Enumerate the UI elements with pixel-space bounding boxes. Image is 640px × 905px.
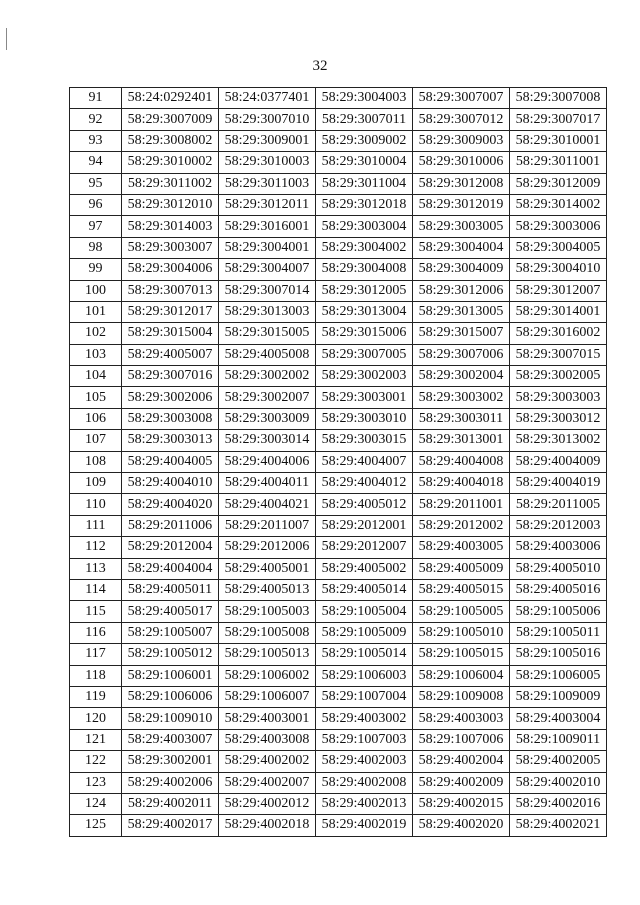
- cadastral-number-cell: 58:29:2012003: [510, 515, 607, 536]
- row-number: 102: [70, 323, 122, 344]
- cadastral-number-cell: 58:29:4004006: [219, 451, 316, 472]
- table-row: [70, 237, 607, 258]
- cadastral-number-cell: 58:29:4004019: [510, 473, 607, 494]
- cadastral-number-cell: 58:29:4002008: [316, 772, 413, 793]
- cadastral-number-cell: 58:29:1009008: [413, 686, 510, 707]
- row-number: 97: [70, 216, 122, 237]
- cadastral-number-cell: 58:29:3003010: [316, 408, 413, 429]
- row-number: 115: [70, 601, 122, 622]
- cadastral-number-cell: 58:29:3007009: [122, 109, 219, 130]
- table-row: [70, 344, 607, 365]
- cadastral-number-cell: 58:29:1005014: [316, 644, 413, 665]
- cadastral-number-cell: 58:29:3007008: [510, 88, 607, 109]
- cadastral-number-cell: 58:29:3004005: [510, 237, 607, 258]
- cadastral-number-cell: 58:29:3003005: [413, 216, 510, 237]
- cadastral-number-cell: 58:29:4005001: [219, 558, 316, 579]
- cadastral-number-cell: 58:29:2011001: [413, 494, 510, 515]
- cadastral-number-cell: 58:24:0377401: [219, 88, 316, 109]
- row-number: 99: [70, 259, 122, 280]
- cadastral-number-cell: 58:29:1005006: [510, 601, 607, 622]
- cadastral-number-cell: 58:29:3012009: [510, 173, 607, 194]
- cadastral-number-cell: 58:29:3011001: [510, 152, 607, 173]
- cadastral-number-cell: 58:29:4003001: [219, 708, 316, 729]
- cadastral-number-cell: 58:29:2012002: [413, 515, 510, 536]
- cadastral-number-cell: 58:29:3016002: [510, 323, 607, 344]
- cadastral-number-cell: 58:29:1005013: [219, 644, 316, 665]
- cadastral-number-cell: 58:29:1009010: [122, 708, 219, 729]
- cadastral-number-cell: 58:29:3013001: [413, 430, 510, 451]
- cadastral-number-cell: 58:29:4004008: [413, 451, 510, 472]
- cadastral-number-cell: 58:29:3008002: [122, 130, 219, 151]
- cadastral-number-cell: 58:29:3007006: [413, 344, 510, 365]
- cadastral-number-cell: 58:29:3003014: [219, 430, 316, 451]
- cadastral-number-cell: 58:29:4002013: [316, 793, 413, 814]
- cadastral-number-cell: 58:29:2012001: [316, 515, 413, 536]
- cadastral-number-cell: 58:29:2011005: [510, 494, 607, 515]
- cadastral-number-cell: 58:29:1005015: [413, 644, 510, 665]
- cadastral-number-cell: 58:29:3012011: [219, 194, 316, 215]
- table-row: [70, 430, 607, 451]
- cadastral-number-cell: 58:29:3009001: [219, 130, 316, 151]
- cadastral-number-cell: 58:29:3013004: [316, 301, 413, 322]
- cadastral-number-cell: 58:29:2011007: [219, 515, 316, 536]
- cadastral-number-cell: 58:29:3004008: [316, 259, 413, 280]
- cadastral-number-cell: 58:29:3004003: [316, 88, 413, 109]
- cadastral-number-cell: 58:29:4004007: [316, 451, 413, 472]
- cadastral-number-cell: 58:29:3007007: [413, 88, 510, 109]
- cadastral-number-cell: 58:29:4004018: [413, 473, 510, 494]
- cadastral-number-cell: 58:29:3012017: [122, 301, 219, 322]
- table-row: [70, 408, 607, 429]
- cadastral-number-cell: 58:29:3003008: [122, 408, 219, 429]
- cadastral-number-cell: 58:29:3015005: [219, 323, 316, 344]
- row-number: 125: [70, 815, 122, 836]
- table-row: [70, 301, 607, 322]
- cadastral-number-cell: 58:29:3003009: [219, 408, 316, 429]
- cadastral-number-cell: 58:29:4002021: [510, 815, 607, 836]
- cadastral-number-cell: 58:29:4003008: [219, 729, 316, 750]
- row-number: 101: [70, 301, 122, 322]
- cadastral-number-cell: 58:29:4003007: [122, 729, 219, 750]
- cadastral-number-cell: 58:29:4003002: [316, 708, 413, 729]
- cadastral-number-cell: 58:29:3012019: [413, 194, 510, 215]
- cadastral-number-cell: 58:29:3003011: [413, 408, 510, 429]
- cadastral-number-cell: 58:29:4004020: [122, 494, 219, 515]
- cadastral-number-cell: 58:29:3014001: [510, 301, 607, 322]
- table-row: [70, 537, 607, 558]
- cadastral-number-cell: 58:29:3010001: [510, 130, 607, 151]
- table-row: [70, 729, 607, 750]
- cadastral-number-cell: 58:29:3007017: [510, 109, 607, 130]
- cadastral-number-cell: 58:29:1005012: [122, 644, 219, 665]
- cadastral-number-cell: 58:29:4003005: [413, 537, 510, 558]
- cadastral-number-cell: 58:29:1006006: [122, 686, 219, 707]
- table-row: [70, 280, 607, 301]
- cadastral-number-cell: 58:29:1006007: [219, 686, 316, 707]
- row-number: 111: [70, 515, 122, 536]
- cadastral-number-cell: 58:29:3013005: [413, 301, 510, 322]
- cadastral-number-cell: 58:29:4002016: [510, 793, 607, 814]
- table-row: [70, 88, 607, 109]
- cadastral-number-cell: 58:29:1005005: [413, 601, 510, 622]
- cadastral-number-cell: 58:29:3012018: [316, 194, 413, 215]
- cadastral-number-cell: 58:29:3014003: [122, 216, 219, 237]
- cadastral-number-cell: 58:29:3016001: [219, 216, 316, 237]
- cadastral-number-cell: 58:29:3010003: [219, 152, 316, 173]
- table-row: [70, 152, 607, 173]
- cadastral-number-cell: 58:29:4002002: [219, 751, 316, 772]
- cadastral-number-cell: 58:29:3002004: [413, 366, 510, 387]
- table-body: [70, 88, 607, 837]
- cadastral-number-cell: 58:29:1005008: [219, 622, 316, 643]
- cadastral-number-cell: 58:29:1005011: [510, 622, 607, 643]
- row-number: 100: [70, 280, 122, 301]
- cadastral-number-cell: 58:29:4005015: [413, 579, 510, 600]
- cadastral-number-cell: 58:29:3010006: [413, 152, 510, 173]
- cadastral-number-cell: 58:29:3010004: [316, 152, 413, 173]
- table-row: [70, 644, 607, 665]
- cadastral-number-cell: 58:29:3002003: [316, 366, 413, 387]
- row-number: 105: [70, 387, 122, 408]
- table-row: [70, 558, 607, 579]
- table-row: [70, 194, 607, 215]
- cadastral-number-cell: 58:29:3002006: [122, 387, 219, 408]
- cadastral-number-cell: 58:29:4005016: [510, 579, 607, 600]
- row-number: 96: [70, 194, 122, 215]
- cadastral-number-cell: 58:29:3007010: [219, 109, 316, 130]
- cadastral-number-cell: 58:29:1005016: [510, 644, 607, 665]
- cadastral-number-cell: 58:29:1009011: [510, 729, 607, 750]
- cadastral-number-cell: 58:29:4005017: [122, 601, 219, 622]
- cadastral-number-cell: 58:29:3012008: [413, 173, 510, 194]
- row-number: 104: [70, 366, 122, 387]
- cadastral-number-cell: 58:29:3004007: [219, 259, 316, 280]
- cadastral-number-cell: 58:29:3007015: [510, 344, 607, 365]
- table-row: [70, 601, 607, 622]
- row-number: 108: [70, 451, 122, 472]
- row-number: 92: [70, 109, 122, 130]
- cadastral-number-cell: 58:29:4004009: [510, 451, 607, 472]
- row-number: 122: [70, 751, 122, 772]
- cadastral-number-cell: 58:29:3013002: [510, 430, 607, 451]
- cadastral-number-cell: 58:29:3013003: [219, 301, 316, 322]
- cadastral-number-cell: 58:29:4002005: [510, 751, 607, 772]
- cadastral-number-cell: 58:29:1006001: [122, 665, 219, 686]
- cadastral-number-cell: 58:29:3007011: [316, 109, 413, 130]
- cadastral-number-cell: 58:29:4005008: [219, 344, 316, 365]
- cadastral-number-cell: 58:29:3002007: [219, 387, 316, 408]
- cadastral-number-cell: 58:29:4003004: [510, 708, 607, 729]
- cadastral-number-cell: 58:29:3003006: [510, 216, 607, 237]
- cadastral-number-cell: 58:29:3012010: [122, 194, 219, 215]
- cadastral-number-cell: 58:29:4002006: [122, 772, 219, 793]
- table-row: [70, 173, 607, 194]
- table-row: [70, 387, 607, 408]
- cadastral-number-cell: 58:29:3003012: [510, 408, 607, 429]
- cadastral-number-cell: 58:29:3014002: [510, 194, 607, 215]
- cadastral-number-cell: 58:29:1005004: [316, 601, 413, 622]
- cadastral-number-cell: 58:29:3003015: [316, 430, 413, 451]
- cadastral-number-cell: 58:29:3015006: [316, 323, 413, 344]
- row-number: 114: [70, 579, 122, 600]
- cadastral-number-cell: 58:29:3007005: [316, 344, 413, 365]
- cadastral-number-cell: 58:29:4002012: [219, 793, 316, 814]
- table-row: [70, 708, 607, 729]
- cadastral-number-cell: 58:29:4002020: [413, 815, 510, 836]
- table-row: [70, 130, 607, 151]
- cadastral-number-cell: 58:29:3002002: [219, 366, 316, 387]
- cadastral-number-cell: 58:29:3002001: [122, 751, 219, 772]
- table-row: [70, 579, 607, 600]
- cadastral-number-cell: 58:29:4005012: [316, 494, 413, 515]
- cadastral-number-cell: 58:29:3015007: [413, 323, 510, 344]
- cadastral-number-cell: 58:29:3003007: [122, 237, 219, 258]
- table-row: [70, 686, 607, 707]
- table-row: [70, 793, 607, 814]
- cadastral-number-cell: 58:29:2011006: [122, 515, 219, 536]
- cadastral-number-cell: 58:29:1006004: [413, 665, 510, 686]
- table-row: [70, 494, 607, 515]
- table-row: [70, 216, 607, 237]
- cadastral-number-cell: 58:29:3004009: [413, 259, 510, 280]
- cadastral-number-cell: 58:29:3004002: [316, 237, 413, 258]
- cadastral-number-cell: 58:29:1005010: [413, 622, 510, 643]
- cadastral-number-cell: 58:29:3015004: [122, 323, 219, 344]
- table-row: [70, 259, 607, 280]
- table-row: [70, 665, 607, 686]
- cadastral-number-cell: 58:29:3010002: [122, 152, 219, 173]
- cadastral-number-cell: 58:29:4002010: [510, 772, 607, 793]
- cadastral-number-cell: 58:29:3003013: [122, 430, 219, 451]
- table-row: [70, 622, 607, 643]
- row-number: 93: [70, 130, 122, 151]
- cadastral-number-cell: 58:29:1007003: [316, 729, 413, 750]
- cadastral-number-cell: 58:29:3009002: [316, 130, 413, 151]
- cadastral-number-cell: 58:29:4002007: [219, 772, 316, 793]
- cadastral-number-cell: 58:29:3007012: [413, 109, 510, 130]
- cadastral-number-cell: 58:29:4005014: [316, 579, 413, 600]
- table-row: [70, 751, 607, 772]
- cadastral-number-cell: 58:29:1006003: [316, 665, 413, 686]
- table-row: [70, 109, 607, 130]
- row-number: 119: [70, 686, 122, 707]
- row-number: 107: [70, 430, 122, 451]
- cadastral-number-cell: 58:29:4004005: [122, 451, 219, 472]
- cadastral-number-cell: 58:29:1007004: [316, 686, 413, 707]
- cadastral-number-cell: 58:29:4005011: [122, 579, 219, 600]
- cadastral-number-cell: 58:29:3004001: [219, 237, 316, 258]
- cadastral-number-cell: 58:29:4002009: [413, 772, 510, 793]
- table-row: [70, 323, 607, 344]
- cadastral-number-cell: 58:29:3003001: [316, 387, 413, 408]
- row-number: 124: [70, 793, 122, 814]
- cadastral-number-cell: 58:29:1005003: [219, 601, 316, 622]
- row-number: 95: [70, 173, 122, 194]
- row-number: 109: [70, 473, 122, 494]
- cadastral-number-cell: 58:29:3012007: [510, 280, 607, 301]
- cadastral-number-cell: 58:29:3007014: [219, 280, 316, 301]
- cadastral-number-cell: 58:29:3012005: [316, 280, 413, 301]
- cadastral-number-cell: 58:29:4005002: [316, 558, 413, 579]
- cadastral-number-cell: 58:29:3004010: [510, 259, 607, 280]
- cadastral-number-cell: 58:29:3003002: [413, 387, 510, 408]
- cadastral-number-cell: 58:29:4002019: [316, 815, 413, 836]
- page-number: 32: [312, 58, 328, 74]
- row-number: 117: [70, 644, 122, 665]
- cadastral-numbers-table: [69, 87, 607, 837]
- cadastral-number-cell: 58:29:3011004: [316, 173, 413, 194]
- row-number: 113: [70, 558, 122, 579]
- cadastral-number-cell: 58:24:0292401: [122, 88, 219, 109]
- row-number: 123: [70, 772, 122, 793]
- row-number: 121: [70, 729, 122, 750]
- cadastral-number-cell: 58:29:4004011: [219, 473, 316, 494]
- cadastral-number-cell: 58:29:4003006: [510, 537, 607, 558]
- cadastral-number-cell: 58:29:4002004: [413, 751, 510, 772]
- cadastral-number-cell: 58:29:1007006: [413, 729, 510, 750]
- cadastral-number-cell: 58:29:3004004: [413, 237, 510, 258]
- row-number: 98: [70, 237, 122, 258]
- cadastral-number-cell: 58:29:1009009: [510, 686, 607, 707]
- cadastral-number-cell: 58:29:4004012: [316, 473, 413, 494]
- margin-mark: [6, 28, 7, 50]
- cadastral-number-cell: 58:29:3003003: [510, 387, 607, 408]
- table-row: [70, 473, 607, 494]
- cadastral-number-cell: 58:29:4005009: [413, 558, 510, 579]
- cadastral-number-cell: 58:29:4005007: [122, 344, 219, 365]
- cadastral-number-cell: 58:29:3004006: [122, 259, 219, 280]
- cadastral-number-cell: 58:29:3003004: [316, 216, 413, 237]
- cadastral-number-cell: 58:29:3011003: [219, 173, 316, 194]
- cadastral-number-cell: 58:29:4004004: [122, 558, 219, 579]
- row-number: 103: [70, 344, 122, 365]
- cadastral-number-cell: 58:29:4003003: [413, 708, 510, 729]
- cadastral-number-cell: 58:29:4005010: [510, 558, 607, 579]
- cadastral-number-cell: 58:29:3007013: [122, 280, 219, 301]
- cadastral-number-cell: 58:29:4002011: [122, 793, 219, 814]
- row-number: 91: [70, 88, 122, 109]
- table-row: [70, 772, 607, 793]
- table-row: [70, 815, 607, 836]
- cadastral-number-cell: 58:29:2012006: [219, 537, 316, 558]
- cadastral-number-cell: 58:29:3009003: [413, 130, 510, 151]
- cadastral-number-cell: 58:29:1006005: [510, 665, 607, 686]
- cadastral-number-cell: 58:29:4002018: [219, 815, 316, 836]
- cadastral-number-cell: 58:29:3011002: [122, 173, 219, 194]
- row-number: 112: [70, 537, 122, 558]
- cadastral-number-cell: 58:29:1005009: [316, 622, 413, 643]
- row-number: 118: [70, 665, 122, 686]
- table-row: [70, 451, 607, 472]
- cadastral-number-cell: 58:29:4004021: [219, 494, 316, 515]
- cadastral-number-cell: 58:29:4002017: [122, 815, 219, 836]
- cadastral-number-cell: 58:29:2012004: [122, 537, 219, 558]
- row-number: 116: [70, 622, 122, 643]
- table-row: [70, 366, 607, 387]
- cadastral-number-cell: 58:29:3012006: [413, 280, 510, 301]
- cadastral-number-cell: 58:29:1006002: [219, 665, 316, 686]
- cadastral-number-cell: 58:29:1005007: [122, 622, 219, 643]
- row-number: 106: [70, 408, 122, 429]
- table-row: [70, 515, 607, 536]
- row-number: 120: [70, 708, 122, 729]
- cadastral-number-cell: 58:29:3002005: [510, 366, 607, 387]
- row-number: 110: [70, 494, 122, 515]
- cadastral-number-cell: 58:29:4004010: [122, 473, 219, 494]
- cadastral-number-cell: 58:29:3007016: [122, 366, 219, 387]
- row-number: 94: [70, 152, 122, 173]
- cadastral-number-cell: 58:29:4002003: [316, 751, 413, 772]
- cadastral-number-cell: 58:29:2012007: [316, 537, 413, 558]
- cadastral-number-cell: 58:29:4002015: [413, 793, 510, 814]
- cadastral-number-cell: 58:29:4005013: [219, 579, 316, 600]
